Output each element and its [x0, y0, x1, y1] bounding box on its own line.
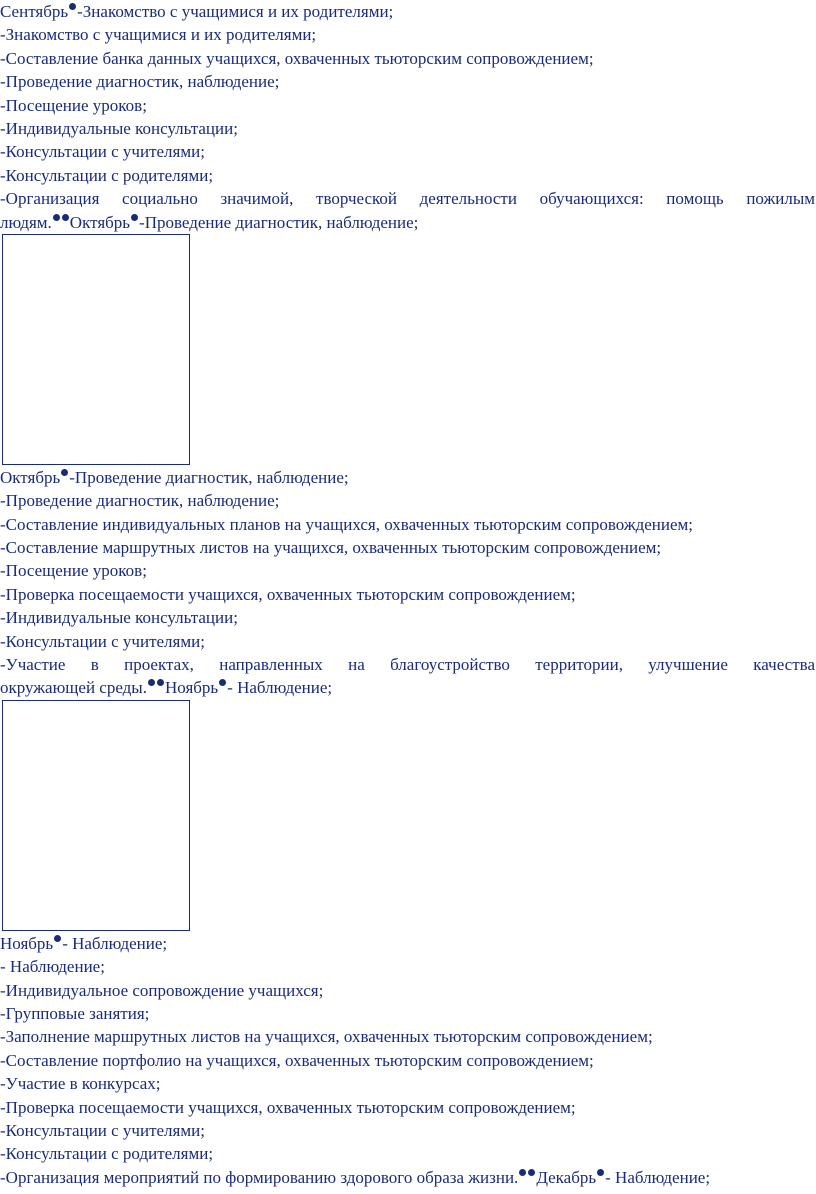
header-text: - Наблюдение; — [227, 678, 333, 698]
month-label: Декабрь — [536, 1167, 597, 1187]
list-item: -Консультации с родителями; — [0, 1144, 214, 1164]
month-label: Октябрь — [0, 467, 61, 487]
month-label: Ноябрь — [0, 933, 54, 953]
bullet-icon — [69, 3, 76, 10]
list-item: -Консультации с учителями; — [0, 631, 205, 651]
list-item: - Наблюдение; — [0, 957, 105, 977]
list-item: -Консультации с учителями; — [0, 1120, 205, 1140]
section-header-october — [0, 466, 815, 489]
list-item: -Организация социально значимой, творческой деятельности обучающихся: помощь пожилым — [0, 189, 815, 209]
list-item-continuation — [0, 676, 815, 699]
list-item-continuation — [0, 1166, 815, 1189]
list-item-text: -Организация мероприятий по формированию здорового образа жизни. — [0, 1167, 519, 1187]
list-item: -Посещение уроков; — [0, 561, 147, 581]
bullet-icon — [597, 1169, 604, 1176]
month-label: Октябрь — [69, 212, 131, 232]
list-item: -Знакомство с учащимися и их родителями; — [0, 25, 317, 45]
bullet-icon — [148, 679, 155, 686]
list-item: -Групповые занятия; — [0, 1003, 150, 1023]
month-label: Сентябрь — [0, 2, 69, 21]
section-header-november — [0, 932, 815, 955]
header-text: -Знакомство с учащимися и их родителями; — [77, 2, 394, 21]
list-item-text: окружающей среды. — [0, 678, 147, 698]
list-item: -Составление маршрутных листов на учащихся, охваченных тьюторским сопровождением; — [0, 538, 662, 558]
list-item: -Индивидуальные консультации; — [0, 608, 238, 628]
list-item: -Индивидуальное сопровождение учащихся; — [0, 980, 324, 1000]
list-item: -Составление индивидуальных планов на учащихся, охваченных тьюторским сопровождением; — [0, 514, 693, 534]
list-item: -Консультации с учителями; — [0, 142, 205, 162]
header-text: -Проведение диагностик, наблюдение; — [69, 467, 349, 487]
header-text: - Наблюдение; — [605, 1167, 711, 1187]
header-text: - Наблюдение; — [62, 933, 168, 953]
bullet-icon — [61, 469, 68, 476]
list-item: -Проведение диагностик, наблюдение; — [0, 491, 280, 511]
list-item: -Проведение диагностик, наблюдение; — [0, 72, 280, 92]
bullet-icon — [53, 214, 60, 221]
list-item: -Консультации с родителями; — [0, 165, 214, 185]
bullet-icon — [219, 679, 226, 686]
list-item-continuation — [0, 211, 815, 234]
list-item: -Участие в проектах, направленных на благоустройство территории, улучшение качества — [0, 655, 815, 675]
list-item: -Заполнение маршрутных листов на учащихся, охваченных тьюторским сопровождением; — [0, 1027, 653, 1047]
bullet-icon — [528, 1169, 535, 1176]
list-item: -Проверка посещаемости учащихся, охваченных тьюторским сопровождением; — [0, 1097, 576, 1117]
list-item-text: людям. — [0, 212, 52, 232]
list-item: -Проверка посещаемости учащихся, охваченных тьюторским сопровождением; — [0, 584, 576, 604]
list-item: -Индивидуальные консультации; — [0, 118, 238, 138]
image-placeholder — [2, 234, 190, 465]
list-item: -Составление портфолио на учащихся, охваченных тьюторским сопровождением; — [0, 1050, 594, 1070]
list-item: -Посещение уроков; — [0, 95, 147, 115]
bullet-icon — [54, 935, 61, 942]
list-item: -Участие в конкурсах; — [0, 1074, 161, 1094]
bullet-icon — [519, 1169, 526, 1176]
bullet-icon — [131, 214, 138, 221]
header-text: -Проведение диагностик, наблюдение; — [139, 212, 419, 232]
bullet-icon — [62, 214, 69, 221]
list-item: -Составление банка данных учащихся, охваченных тьюторским сопровождением; — [0, 48, 594, 68]
image-placeholder — [2, 700, 190, 931]
section-header-september — [0, 0, 815, 23]
bullet-icon — [157, 679, 164, 686]
month-label: Ноябрь — [164, 678, 219, 698]
